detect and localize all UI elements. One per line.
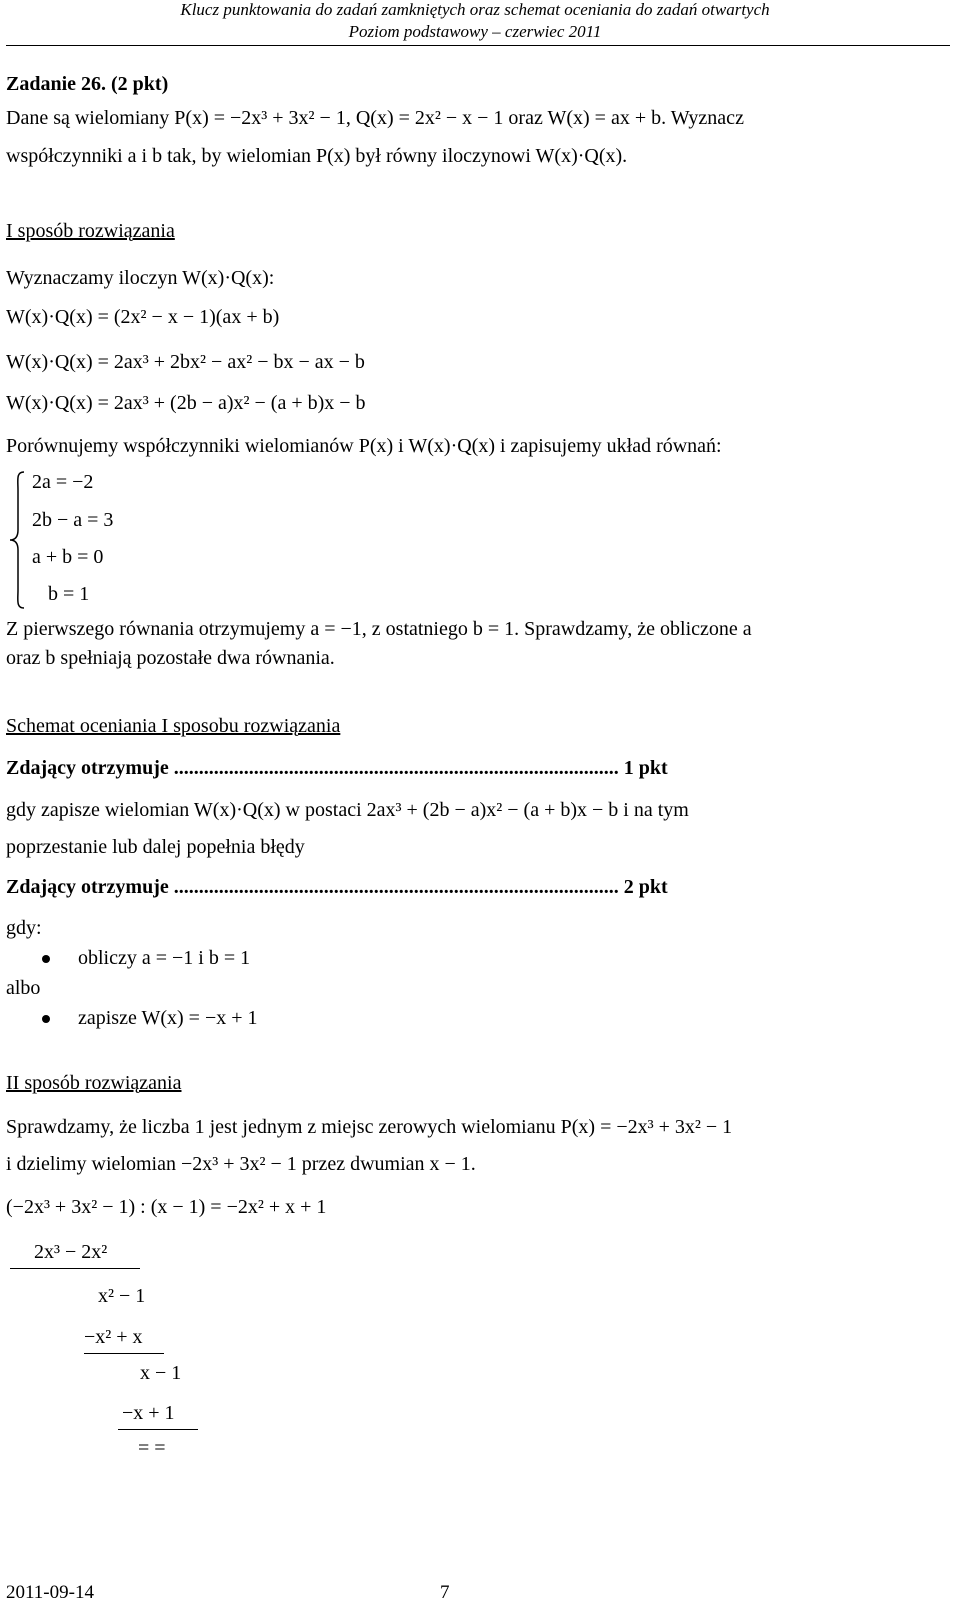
division-rule bbox=[118, 1429, 198, 1430]
header-line1: Klucz punktowania do zadań zamkniętych oraz schemat oceniania do zadań otwartych bbox=[180, 0, 770, 19]
division-line5: −x + 1 bbox=[122, 1402, 175, 1424]
method1-eq3: W(x)·Q(x) = 2ax³ + (2b − a)x² − (a + b)x − b bbox=[6, 392, 366, 414]
division-line3: −x² + x bbox=[84, 1326, 143, 1348]
division-line4: x − 1 bbox=[140, 1362, 182, 1384]
bullet-icon bbox=[42, 955, 50, 963]
system-eq1: 2a = −2 bbox=[32, 471, 94, 493]
division-line6: = = bbox=[138, 1437, 166, 1459]
scheme-heading: Schemat oceniania I sposobu rozwiązania bbox=[6, 715, 341, 737]
division-line1: 2x³ − 2x² bbox=[34, 1241, 108, 1263]
scheme-gdy: gdy: bbox=[6, 917, 42, 939]
method1-concl2: oraz b spełniają pozostałe dwa równania. bbox=[6, 647, 335, 669]
system-brace bbox=[8, 470, 28, 610]
method2-line2: i dzielimy wielomian −2x³ + 3x² − 1 przez dwumian x − 1. bbox=[6, 1153, 476, 1175]
division-rule bbox=[84, 1353, 164, 1354]
system-eq4: b = 1 bbox=[48, 583, 90, 605]
method1-compare: Porównujemy współczynniki wielomianów P(x) i W(x)·Q(x) i zapisujemy układ równań: bbox=[6, 435, 722, 457]
header-rule bbox=[6, 45, 950, 46]
task-title: Zadanie 26. (2 pkt) bbox=[6, 73, 169, 95]
scheme-level1-desc2: poprzestanie lub dalej popełnia błędy bbox=[6, 836, 305, 858]
method2-heading: II sposób rozwiązania bbox=[6, 1072, 182, 1094]
system-eq2: 2b − a = 3 bbox=[32, 509, 114, 531]
header-line2: Poziom podstawowy – czerwiec 2011 bbox=[348, 22, 602, 41]
footer-date: 2011-09-14 bbox=[6, 1582, 94, 1603]
method2-line1: Sprawdzamy, że liczba 1 jest jednym z miejsc zerowych wielomianu P(x) = −2x³ + 3x² − 1 bbox=[6, 1116, 733, 1138]
scheme-bullet2: zapisze W(x) = −x + 1 bbox=[78, 1007, 258, 1029]
scheme-level1-desc1: gdy zapisze wielomian W(x)·Q(x) w postaci 2ax³ + (2b − a)x² − (a + b)x − b i na tym bbox=[6, 799, 689, 821]
scheme-level1: Zdający otrzymuje ......................................................................................... 1 pkt bbox=[6, 757, 668, 779]
method1-eq2: W(x)·Q(x) = 2ax³ + 2bx² − ax² − bx − ax − b bbox=[6, 351, 365, 373]
task-line2: współczynniki a i b tak, by wielomian P(x) był równy iloczynowi W(x)·Q(x). bbox=[6, 145, 628, 167]
bullet-icon bbox=[42, 1015, 50, 1023]
system-eq3: a + b = 0 bbox=[32, 546, 104, 568]
footer-page: 7 bbox=[440, 1582, 450, 1603]
method1-heading: I sposób rozwiązania bbox=[6, 220, 175, 242]
method1-intro: Wyznaczamy iloczyn W(x)·Q(x): bbox=[6, 267, 275, 289]
division-line0: (−2x³ + 3x² − 1) : (x − 1) = −2x² + x + 1 bbox=[6, 1196, 327, 1218]
task-line1: Dane są wielomiany P(x) = −2x³ + 3x² − 1, Q(x) = 2x² − x − 1 oraz W(x) = ax + b. Wyznacz bbox=[6, 107, 744, 129]
scheme-level2: Zdający otrzymuje ......................................................................................... 2 pkt bbox=[6, 876, 668, 898]
method1-eq1: W(x)·Q(x) = (2x² − x − 1)(ax + b) bbox=[6, 306, 280, 328]
scheme-albo: albo bbox=[6, 977, 41, 999]
scheme-bullet1: obliczy a = −1 i b = 1 bbox=[78, 947, 251, 969]
method1-concl1: Z pierwszego równania otrzymujemy a = −1, z ostatniego b = 1. Sprawdzamy, że obliczone a bbox=[6, 618, 752, 640]
division-rule bbox=[10, 1268, 140, 1269]
division-line2: x² − 1 bbox=[98, 1285, 146, 1307]
